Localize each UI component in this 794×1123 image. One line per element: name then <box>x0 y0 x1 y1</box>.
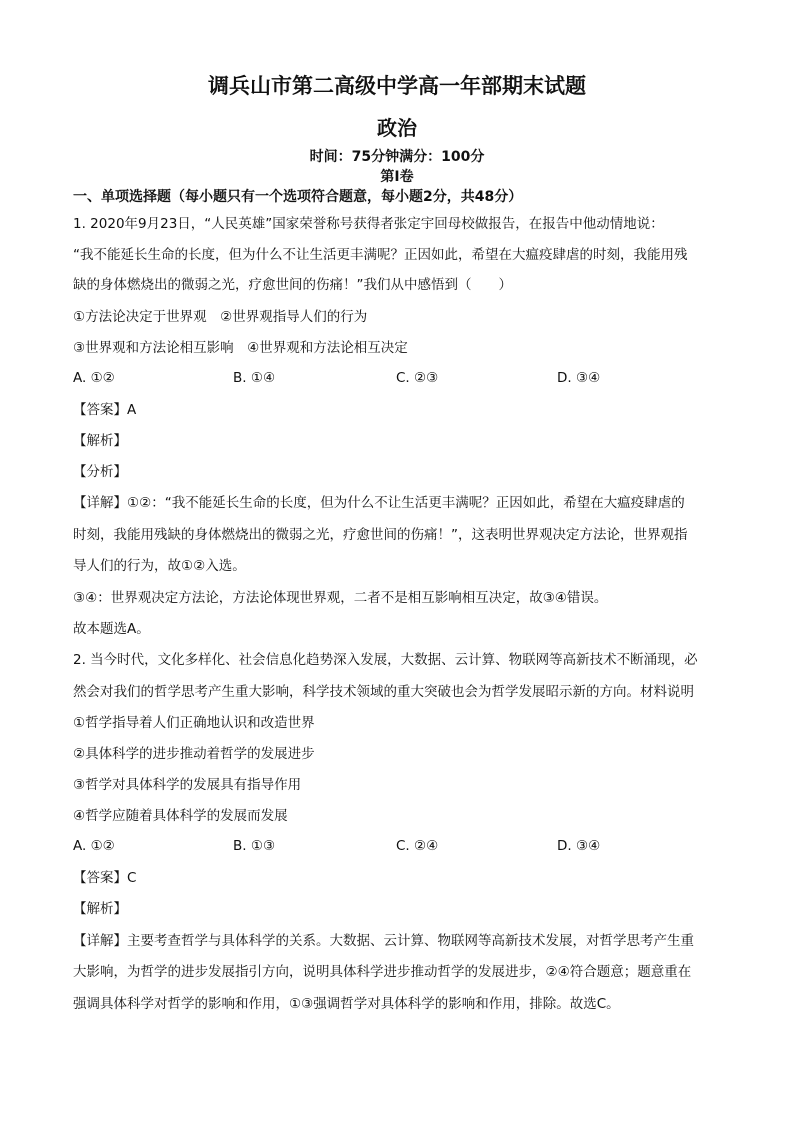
q2-answer: 【答案】C <box>73 870 137 886</box>
q1-detail-line1: 【详解】①②：“我不能延长生命的长度，但为什么不让生活更丰满呢？正因如此，希望在大瘟疫肆虐的 <box>73 495 685 511</box>
section-heading: 一、单项选择题（每小题只有一个选项符合题意，每小题2分，共48分） <box>73 189 523 205</box>
q1-statement-1: ①方法论决定于世界观 ②世界观指导人们的行为 <box>73 309 368 325</box>
q1-statement-2: ③世界观和方法论相互影响 ④世界观和方法论相互决定 <box>73 340 408 356</box>
q1-option-b: B. ①④ <box>233 370 276 386</box>
volume-label: 第Ⅰ卷 <box>380 169 414 185</box>
q2-statement-4: ④哲学应随着具体科学的发展而发展 <box>73 808 288 824</box>
subject-title: 政治 <box>377 116 417 140</box>
q2-option-b: B. ①③ <box>233 838 276 854</box>
q1-detail-line4: ③④：世界观决定方法论，方法论体现世界观，二者不是相互影响相互决定，故③④错误。 <box>73 590 608 606</box>
q2-detail-line1: 【详解】主要考查哲学与具体科学的关系。大数据、云计算、物联网等高新技术发展，对哲学思考产生重 <box>73 933 694 949</box>
q1-answer: 【答案】A <box>73 402 137 418</box>
q2-stem-line2: 然会对我们的哲学思考产生重大影响，科学技术领域的重大突破也会为哲学发展昭示新的方向。材料说明 <box>73 684 694 700</box>
q2-statement-1: ①哲学指导着人们正确地认识和改造世界 <box>73 715 315 731</box>
q1-option-a: A. ①② <box>73 370 115 386</box>
q1-stem-line1: 1. 2020年9月23日，“人民英雄”国家荣誉称号获得者张定宇回母校做报告，在报告中他动情地说： <box>73 216 664 232</box>
q2-option-c: C. ②④ <box>396 838 439 854</box>
exam-title: 调兵山市第二高级中学高一年部期末试题 <box>208 74 586 98</box>
time-info: 时间：75分钟满分：100分 <box>309 149 485 165</box>
q2-detail-line2: 大影响，为哲学的进步发展指引方向，说明具体科学进步推动哲学的发展进步，②④符合题意；题意重在 <box>73 964 692 980</box>
q2-statement-3: ③哲学对具体科学的发展具有指导作用 <box>73 777 302 793</box>
q1-conclusion: 故本题选A。 <box>73 621 150 637</box>
q1-fenxi-label: 【分析】 <box>73 464 127 480</box>
q1-analysis-label: 【解析】 <box>73 433 127 449</box>
q1-option-d: D. ③④ <box>557 370 601 386</box>
q1-stem-line2: “我不能延长生命的长度，但为什么不让生活更丰满呢？正因如此，希望在大瘟疫肆虐的时刻，我能用残 <box>73 247 688 263</box>
q2-detail-line3: 强调具体科学对哲学的影响和作用，①③强调哲学对具体科学的影响和作用，排除。故选C。 <box>73 996 620 1012</box>
q2-option-d: D. ③④ <box>557 838 601 854</box>
q1-detail-line2: 时刻，我能用残缺的身体燃烧出的微弱之光，疗愈世间的伤痛！”，这表明世界观决定方法论，世界观指 <box>73 527 688 543</box>
q1-detail-line3: 导人们的行为，故①②入选。 <box>73 558 246 574</box>
q1-option-c: C. ②③ <box>396 370 439 386</box>
q1-stem-line3: 缺的身体燃烧出的微弱之光，疗愈世间的伤痛！”我们从中感悟到（ ） <box>73 277 512 293</box>
q2-analysis-label: 【解析】 <box>73 901 127 917</box>
q2-option-a: A. ①② <box>73 838 115 854</box>
q2-stem-line1: 2. 当今时代，文化多样化、社会信息化趋势深入发展，大数据、云计算、物联网等高新技术不断涌现，必 <box>73 652 698 668</box>
q2-statement-2: ②具体科学的进步推动着哲学的发展进步 <box>73 746 315 762</box>
